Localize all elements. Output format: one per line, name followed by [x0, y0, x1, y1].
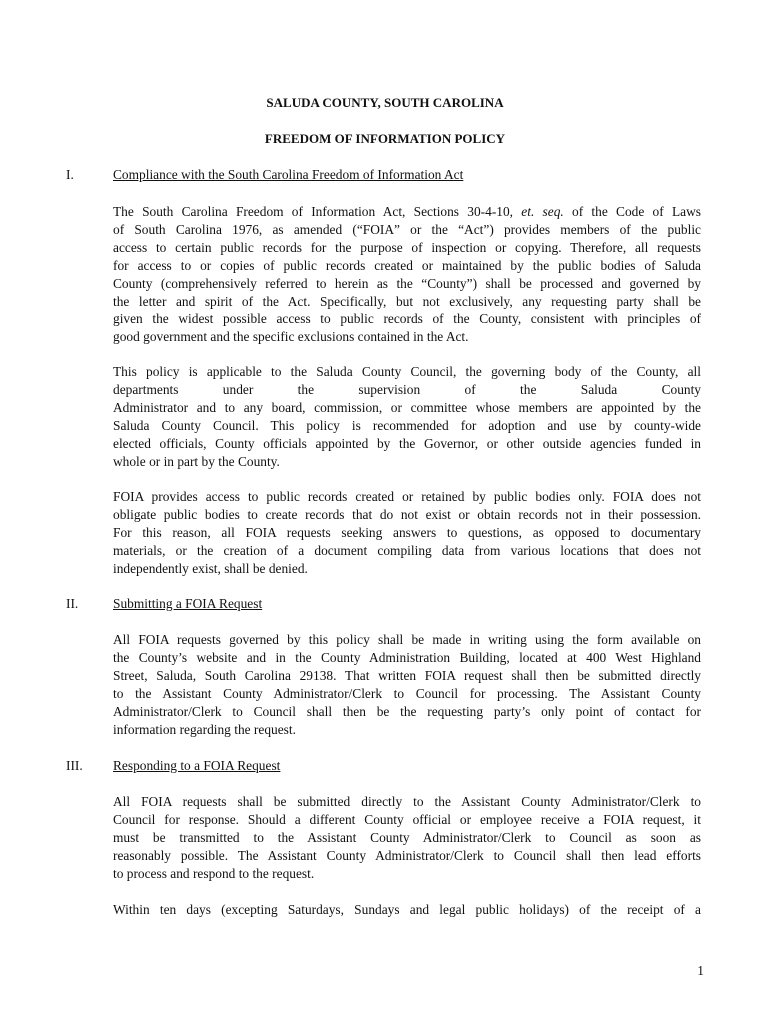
text-line: Saluda County Council. This policy is recommended for adoption and use by county-wide	[113, 417, 701, 433]
page-number: 1	[697, 963, 704, 978]
text-line: materials, or the creation of a document compiling data from various locations that does not	[113, 542, 701, 558]
text-line: County (comprehensively referred to herein as the “County”) shall be processed and governed by	[113, 275, 701, 291]
paragraph	[113, 488, 701, 578]
paragraph	[113, 631, 701, 738]
text-line: access to certain public records for the purpose of inspection or copying. Therefore, all requests	[113, 239, 701, 255]
text-line: This policy is applicable to the Saluda County Council, the governing body of the County, all	[113, 364, 701, 379]
section-number: I.	[66, 167, 74, 182]
text-line: For this reason, all FOIA requests seeking answers to questions, as opposed to documentary	[113, 524, 701, 540]
text-line: to the Assistant County Administrator/Clerk to Council for processing. The Assistant County	[113, 685, 701, 701]
text-line: whole or in part by the County.	[113, 453, 280, 469]
section-heading: Compliance with the South Carolina Freedom of Information Act	[113, 167, 464, 182]
text-line: elected officials, County officials appointed by the Governor, or other outside agencies funded in	[113, 435, 701, 451]
text-line: the letter and spirit of the Act. Specifically, but not exclusively, any requesting party shall be	[113, 293, 701, 309]
text-line: for access to or copies of public records created or maintained by the public bodies of Saluda	[113, 257, 701, 273]
text-line: given the widest possible access to public records of the County, consistent with principles of	[113, 311, 701, 327]
paragraph	[113, 901, 701, 919]
text-line: the County’s website and in the County Administration Building, located at 400 West Highland	[113, 649, 701, 665]
paragraph	[113, 363, 701, 470]
document-title: SALUDA COUNTY, SOUTH CAROLINA	[266, 95, 504, 110]
text-line: good government and the specific exclusions contained in the Act.	[113, 329, 469, 345]
text-line: of South Carolina 1976, as amended (“FOIA” or the “Act”) provides members of the public	[113, 221, 701, 237]
text-line: The South Carolina Freedom of Information Act, Sections 30-4-10, et. seq. of the Code of Laws	[113, 204, 701, 219]
section-number: III.	[66, 758, 83, 773]
text-line: FOIA provides access to public records created or retained by public bodies only. FOIA does not	[113, 489, 701, 504]
text-line: All FOIA requests shall be submitted directly to the Assistant County Administrator/Clerk to	[113, 794, 701, 809]
text-line: Within ten days (excepting Saturdays, Sundays and legal public holidays) of the receipt of a	[113, 902, 701, 917]
text-line: departments under the supervision of the Saluda County	[113, 381, 701, 397]
section-heading: Submitting a FOIA Request	[113, 596, 263, 611]
text-line: must be transmitted to the Assistant County Administrator/Clerk to Council as soon as	[113, 829, 701, 845]
paragraph	[113, 793, 701, 883]
text-line: Administrator/Clerk to Council shall then be the requesting party’s only point of contact for	[113, 703, 701, 719]
paragraph	[113, 203, 701, 346]
text-line: Street, Saluda, South Carolina 29138. That written FOIA request shall then be submitted directly	[113, 667, 701, 683]
text-line: independently exist, shall be denied.	[113, 560, 308, 576]
text-line: Council for response. Should a different County official or employee receive a FOIA request, it	[113, 811, 701, 827]
text-line: obligate public bodies to create records that do not exist or obtain records not in their possession.	[113, 506, 701, 522]
text-line: All FOIA requests governed by this policy shall be made in writing using the form available on	[113, 632, 701, 647]
text-line: to process and respond to the request.	[113, 865, 315, 881]
document-subtitle: FREEDOM OF INFORMATION POLICY	[264, 131, 506, 146]
text-line: Administrator and to any board, commission, or committee whose members are appointed by the	[113, 399, 701, 415]
section-number: II.	[66, 596, 79, 611]
section-heading: Responding to a FOIA Request	[113, 758, 281, 773]
text-line: information regarding the request.	[113, 721, 296, 737]
text-line: reasonably possible. The Assistant County Administrator/Clerk to Council shall then lead efforts	[113, 847, 701, 863]
